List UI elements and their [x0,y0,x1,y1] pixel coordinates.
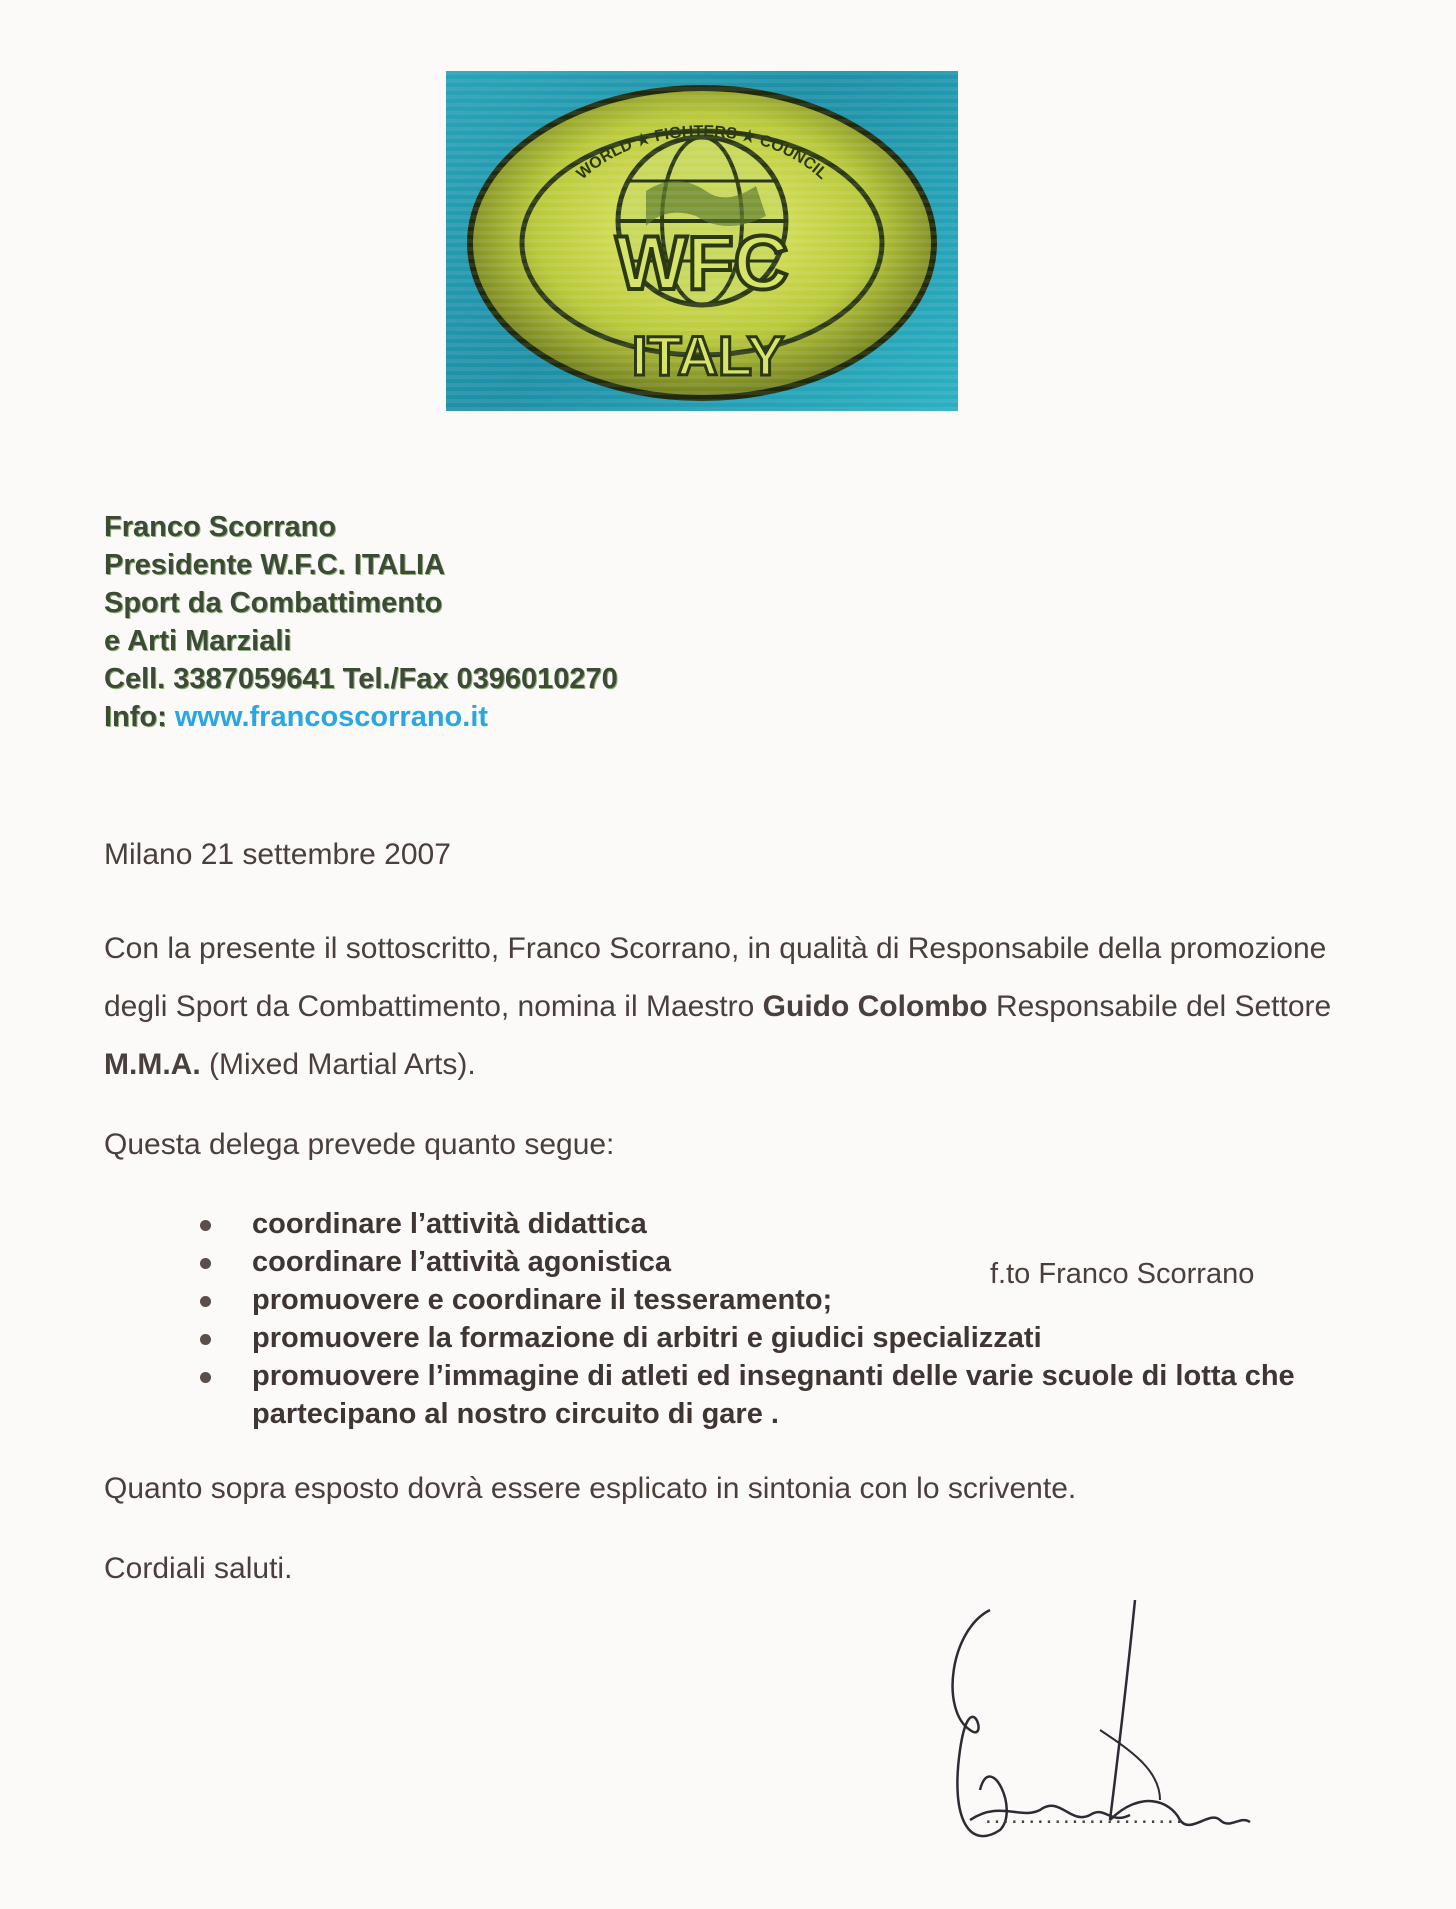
greeting: Cordiali saluti. [104,1552,293,1585]
letter-paragraph [104,920,1344,1094]
letter-date: Milano 21 settembre 2007 [104,838,451,871]
appointee-name: Guido Colombo [762,990,988,1023]
wfc-italy-logo [446,71,958,411]
sender-role: Presidente W.F.C. ITALIA [104,549,446,581]
bullet-icon [200,1220,211,1231]
handwritten-signature [930,1590,1330,1880]
list-item: promuovere la formazione di arbitri e giudici specializzati [200,1319,1300,1357]
logo-country: ITALY [631,324,785,387]
bullet-icon [200,1258,211,1269]
sender-org-1: Sport da Combattimento [104,587,443,619]
closing-sentence: Quanto sopra esposto dovrà essere esplicato in sintonia con lo scrivente. [104,1472,1077,1505]
signature-printed: f.to Franco Scorrano [990,1258,1255,1290]
signature-dotted-line: ....................... [985,1802,1185,1829]
paragraph-text-3: (Mixed Martial Arts). [200,1048,476,1081]
bullet-icon [200,1334,211,1345]
sector-acronym: M.M.A. [104,1048,201,1081]
paragraph-text-1: Con la presente il sottoscritto, Franco Scorrano, in qualità di Responsabile della promozione degli Sport da Combattimento, nomina il Maestro [104,932,1327,1023]
paragraph-text-2: Responsabile del Settore [987,990,1332,1023]
sender-phones: Cell. 3387059641 Tel./Fax 0396010270 [104,663,618,695]
delegation-list [200,1205,1300,1433]
logo-ring-text: WORLD ★ FIGHTERS ★ COUNCIL [573,123,831,183]
logo-acronym: WFC [615,221,789,306]
bullet-icon [200,1296,211,1307]
list-item: promuovere l’immagine di atleti ed insegnanti delle varie scuole di lotta che partecipano al nostro circuito di gare . [200,1357,1300,1433]
delegation-intro: Questa delega prevede quanto segue: [104,1128,615,1161]
website-link[interactable]: www.francoscorrano.it [174,701,489,733]
bullet-icon [200,1372,211,1383]
sender-org-2: e Arti Marziali [104,625,292,657]
list-item: coordinare l’attività didattica [200,1205,1300,1243]
sender-name: Franco Scorrano [104,511,337,543]
sender-block [104,508,618,736]
list-item: coordinare l’attività agonistica [200,1243,1300,1281]
info-label: Info: [104,701,167,733]
list-item: promuovere e coordinare il tesseramento; [200,1281,1300,1319]
